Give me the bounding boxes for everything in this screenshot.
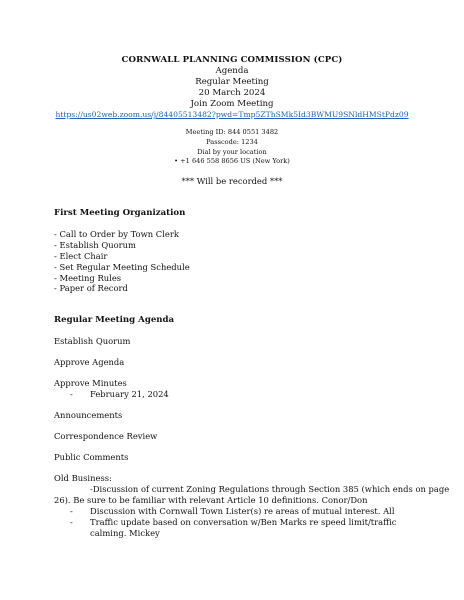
zoom-label: Join Zoom Meeting (190, 99, 274, 109)
recorded-notice: *** Will be recorded *** (181, 176, 283, 186)
regular-agenda-heading: Regular Meeting Agenda (54, 315, 175, 325)
old-business-item: Traffic update based on conversation w/Ben Marks re speed limit/traffic calming. Mickey (90, 517, 397, 538)
first-meeting-heading: First Meeting Organization (54, 208, 186, 218)
list-item: - Establish Quorum (54, 240, 136, 250)
public-comments: Public Comments (54, 452, 129, 462)
meeting-type: Regular Meeting (195, 77, 269, 87)
phone-number: • +1 646 558 8656 US (New York) (174, 157, 290, 165)
meeting-date: 20 March 2024 (198, 88, 266, 98)
bullet-marker: - (70, 517, 73, 527)
old-business-paragraph-line-1: -Discussion of current Zoning Regulations through Section 385 (which ends on page (90, 484, 450, 494)
minutes-bullet: - (70, 389, 73, 399)
old-business-label: Old Business: (54, 473, 112, 483)
meeting-id: Meeting ID: 844 0551 3482 (185, 128, 279, 136)
list-item: - Meeting Rules (54, 273, 122, 283)
zoom-link[interactable]: https://us02web.zoom.us/j/84405513482?pwd=Tmp5ZThSMk5Id3BWMU9SNldHMStPdz09 (55, 110, 409, 119)
dial-label: Dial by your location (197, 148, 267, 156)
list-item: - Elect Chair (54, 251, 108, 261)
bullet-marker: - (70, 506, 73, 516)
list-item: - Set Regular Meeting Schedule (54, 262, 190, 272)
agenda-label: Agenda (215, 66, 249, 76)
establish-quorum: Establish Quorum (54, 336, 131, 346)
old-business-item: Discussion with Cornwall Town Lister(s) re areas of mutual interest. All (90, 506, 395, 516)
minutes-date: February 21, 2024 (90, 389, 169, 399)
list-item: - Paper of Record (54, 283, 128, 293)
list-item: - Call to Order by Town Clerk (54, 229, 179, 239)
passcode: Passcode: 1234 (206, 138, 258, 146)
correspondence-review: Correspondence Review (54, 431, 158, 441)
announcements: Announcements (54, 410, 123, 420)
approve-minutes: Approve Minutes (54, 378, 127, 388)
document-title: CORNWALL PLANNING COMMISSION (CPC) (121, 55, 343, 65)
approve-agenda: Approve Agenda (54, 357, 125, 367)
old-business-paragraph-line-2: 26). Be sure to be familiar with relevant Article 10 definitions. Conor/Don (54, 495, 368, 505)
